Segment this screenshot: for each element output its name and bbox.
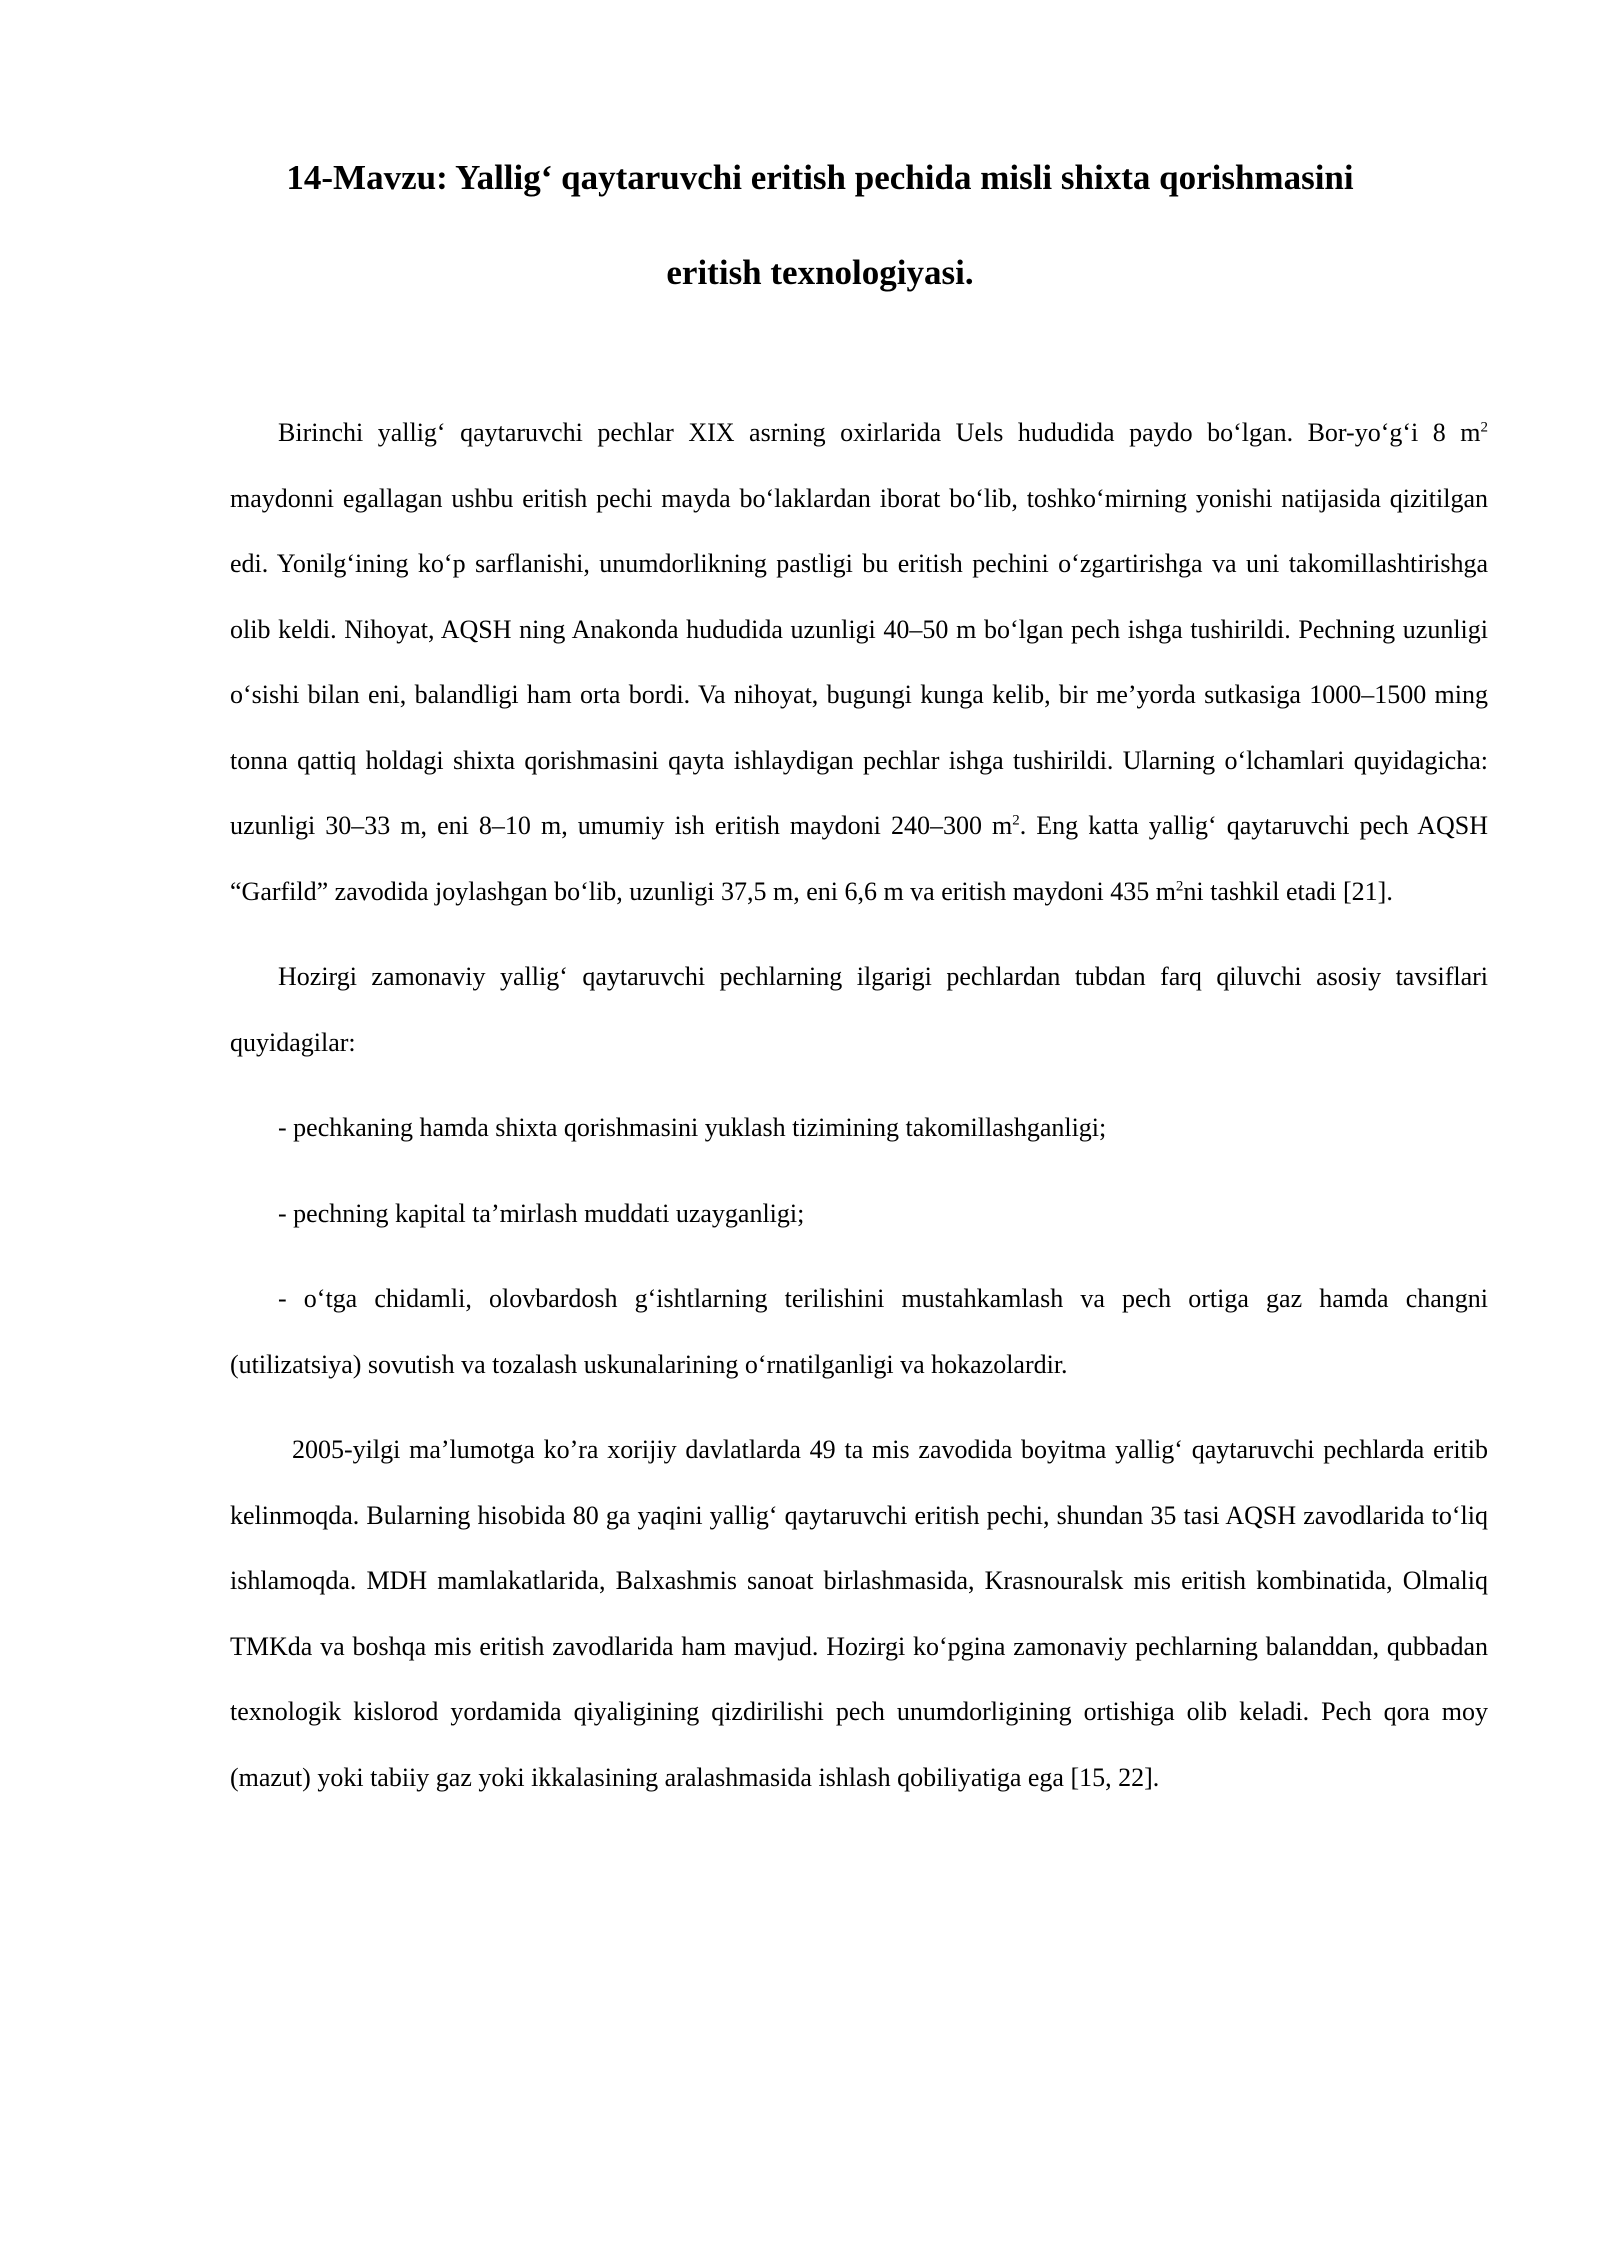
page-title	[230, 130, 1410, 320]
paragraph-features-intro: Hozirgi zamonaviy yallig‘ qaytaruvchi pechlarning ilgarigi pechlardan tubdan farq qiluvchi asosiy tavsiflari quyidagilar:	[230, 962, 1488, 1057]
paragraph-history	[230, 400, 1488, 924]
superscript: 2	[1480, 419, 1488, 436]
paragraph-statistics: 2005-yilgi ma’lumotga ko’ra xorijiy davlatlarda 49 ta mis zavodida boyitma yallig‘ qaytaruvchi pechlarda eritib kelinmoqda. Bularning hisobida 80 ga yaqini yallig‘ qaytaruvchi eritish pechi, shundan 35 tasi AQSH zavodlarida to‘liq ishlamoqda. MDH mamlakatlarida, Balxashmis sanoat birlashmasida, Krasnouralsk mis eritish kombinatida, Olmaliq TMKda va boshqa mis eritish zavodlarida ham mavjud. Hozirgi ko‘pgina zamonaviy pechlarning balanddan, qubbadan texnologik kislorod yordamida qiyaligining qizdirilishi pech unumdorligining ortishiga olib keladi. Pech qora moy (mazut) yoki tabiiy gaz yoki ikkalasining aralashmasida ishlash qobiliyatiga ega [15, 22].	[230, 1435, 1488, 1792]
document-body	[230, 400, 1488, 1810]
superscript: 2	[1175, 877, 1184, 894]
paragraph-history-text-d: ni tashkil etadi [21].	[1183, 876, 1393, 906]
superscript: 2	[1012, 812, 1020, 829]
paragraph-history-text-b: maydonni egallagan ushbu eritish pechi mayda bo‘laklardan iborat bo‘lib, toshko‘mirning yonishi natijasida qizitilgan edi. Yonilg‘ining ko‘p sarflanishi, unumdorlikning pastligi bu eritish pechini o‘zgartirishga va uni takomillashtirishga olib keldi. Nihoyat, AQSH ning Anakonda hududida uzunligi 40–50 m bo‘lgan pech ishga tushirildi. Pechning uzunligi o‘sishi bilan eni, balandligi ham orta bordi. Va nihoyat, bugungi kunga kelib, bir me’yorda sutkasiga 1000–1500 ming tonna qattiq holdagi shixta qorishmasini qayta ishlaydigan pechlar ishga tushirildi. Ularning o‘lchamlari quyidagicha: uzunligi 30–33 m, eni 8–10 m, umumiy ish eritish maydoni 240–300 m	[230, 483, 1488, 840]
list-item-repair-period: - pechning kapital ta’mirlash muddati uzayganligi;	[278, 1198, 805, 1228]
page-title-line-2: eritish texnologiyasi.	[666, 253, 974, 292]
paragraph-history-text-a: Birinchi yallig‘ qaytaruvchi pechlar XIX asrning oxirlarida Uels hududida paydo bo‘lgan. Bor-yo‘g‘i 8 m	[278, 418, 1481, 447]
list-item-refractory-bricks: - o‘tga chidamli, olovbardosh g‘ishtlarning terilishini mustahkamlash va pech ortiga gaz hamda changni (utilizatsiya) sovutish va tozalash uskunalarining o‘rnatilganligi va hokazolardir.	[230, 1284, 1488, 1379]
page-title-line-1: 14-Mavzu: Yallig‘ qaytaruvchi eritish pechida misli shixta qorishmasini	[286, 158, 1354, 197]
list-item-loading-system: - pechkaning hamda shixta qorishmasini yuklash tizimining takomillashganligi;	[278, 1113, 1107, 1142]
paragraph-history-text-c: . Eng katta yallig‘ qaytaruvchi pech AQSH “Garfild” zavodida joylashgan bo‘lib, uzunligi 37,5 m, eni 6,6 m va eritish maydoni 435 m	[230, 811, 1488, 906]
